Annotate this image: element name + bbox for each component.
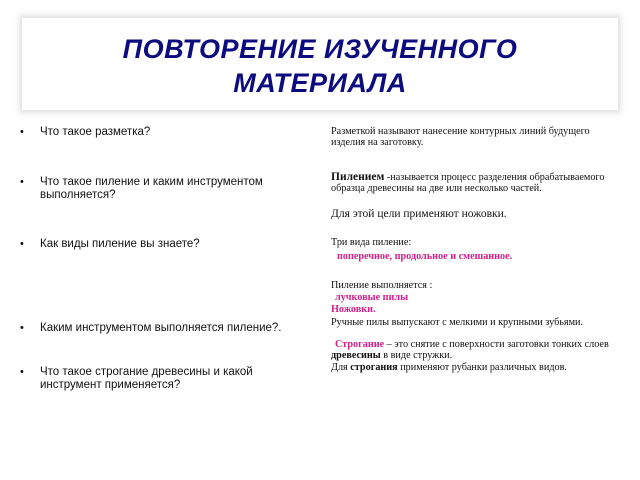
bullet-icon: • <box>20 366 24 378</box>
answer-4: Пиление выполняется : <box>331 280 433 291</box>
answer-2-text: -называется процесс разделения обрабатываемого образца древесины на две или несколько частей. <box>331 172 605 194</box>
question-text: Каким инструментом выполняется пиление?. <box>40 322 282 334</box>
answer-2b: Для этой цели применяют ножовки. <box>331 208 507 220</box>
answer-2-term: Пилением <box>331 171 385 183</box>
answer-4c: Ручные пилы выпускают с мелкими и крупными зубьями. <box>331 317 584 328</box>
answer-5-term: Строгание <box>335 339 385 350</box>
question-text: Что такое строгание древесины и какой инструмент применяется? <box>40 366 253 391</box>
answer-2 <box>331 172 621 194</box>
answer-5-end: в виде стружки. <box>380 350 453 361</box>
title-line-2: МАТЕРИАЛА <box>233 68 407 98</box>
question-text: Что такое разметка? <box>40 126 151 138</box>
answer-4-saw-1: лучковые пилы <box>335 292 409 303</box>
answer-3-types: поперечное, продольное и смешанное. <box>337 251 513 262</box>
question-text: Как виды пиление вы знаете? <box>40 238 200 250</box>
answer-5 <box>331 339 621 361</box>
bullet-icon: • <box>20 238 24 250</box>
question-1 <box>20 126 300 139</box>
question-5 <box>20 366 300 392</box>
question-3 <box>20 238 300 251</box>
question-text: Что такое пиление и каким инструментом выполняется? <box>40 176 263 201</box>
page-title <box>22 32 618 100</box>
title-line-1: ПОВТОРЕНИЕ ИЗУЧЕННОГО <box>122 34 518 64</box>
question-4 <box>20 322 300 335</box>
answer-6-pre: Для <box>331 362 351 373</box>
answer-6-end: применяют рубанки различных видов. <box>397 362 567 373</box>
title-box <box>22 18 618 110</box>
answer-4-saw-2: Ножовки. <box>331 304 376 315</box>
bullet-icon: • <box>20 322 24 334</box>
answer-6-term: строгания <box>350 362 398 373</box>
bullet-icon: • <box>20 176 24 188</box>
answer-5-bold: древесины <box>331 350 381 361</box>
answer-1: Разметкой называют нанесение контурных линий будущего изделия на заготовку. <box>331 126 590 148</box>
answer-3: Три вида пиление: <box>331 237 412 248</box>
answer-6 <box>331 362 621 373</box>
bullet-icon: • <box>20 126 24 138</box>
answer-5-text: – это снятие с поверхности заготовки тонких слоев <box>384 339 609 350</box>
question-2 <box>20 176 300 202</box>
